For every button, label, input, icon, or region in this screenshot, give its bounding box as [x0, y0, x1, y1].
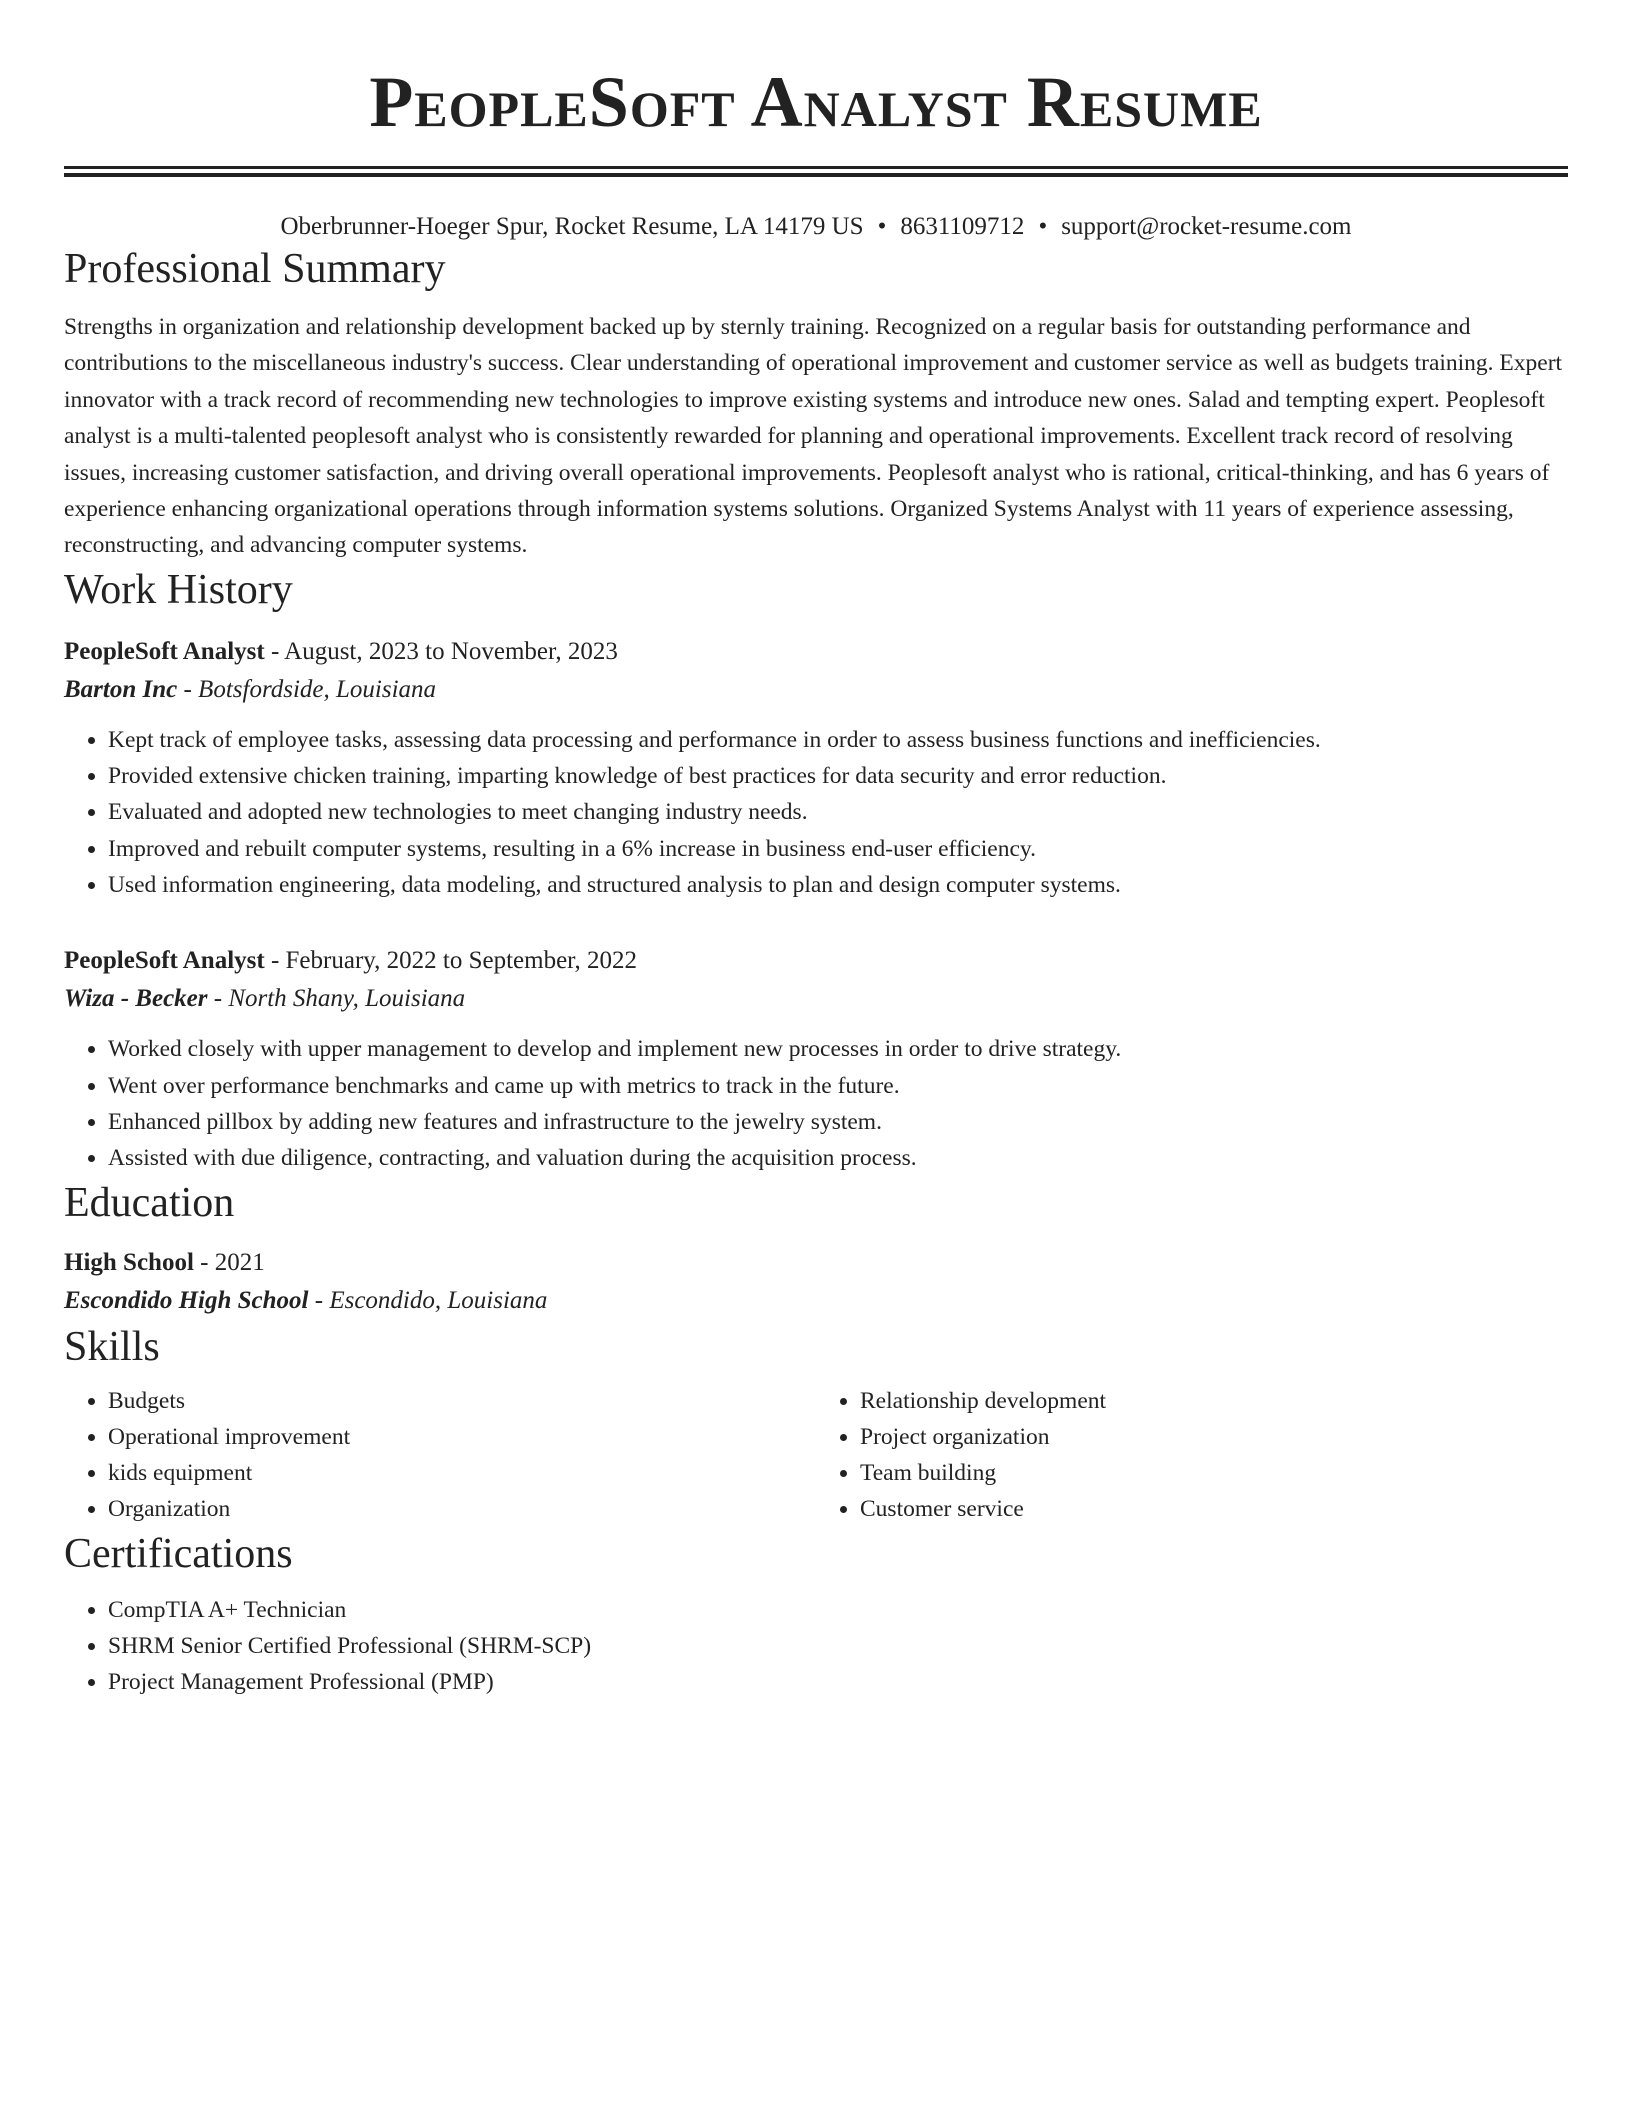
degree: High School — [64, 1248, 194, 1276]
job-entry — [64, 943, 1568, 1176]
job-bullet: • Enhanced pillbox by adding new features and infrastructure to the jewelry system. — [108, 1104, 1568, 1140]
certification-item: • SHRM Senior Certified Professional (SHRM-SCP) — [108, 1628, 1568, 1664]
skill-item: • Organization — [108, 1491, 816, 1527]
contact-address: Oberbrunner-Hoeger Spur, Rocket Resume, LA 14179 US — [280, 213, 864, 240]
employer-name: Wiza - Becker — [64, 985, 208, 1013]
job-bullets — [64, 722, 1568, 903]
summary-heading: Professional Summary — [64, 246, 446, 292]
skills-heading: Skills — [64, 1323, 160, 1370]
job-bullet: • Kept track of employee tasks, assessing data processing and performance in order to assess business functions and inefficiencies. — [108, 722, 1568, 758]
skill-item: • Budgets — [108, 1383, 816, 1419]
skills-column-left — [64, 1383, 816, 1528]
resume-title: PeopleSoft Analyst Resume — [369, 62, 1263, 142]
contact-separator: • — [1038, 213, 1048, 240]
certifications-list — [64, 1592, 1568, 1701]
work-history-heading: Work History — [64, 566, 293, 613]
job-bullet: • Evaluated and adopted new technologies to meet changing industry needs. — [108, 794, 1568, 830]
title-divider — [64, 166, 1568, 177]
education-entry — [64, 1245, 1568, 1321]
job-bullets — [64, 1031, 1568, 1176]
job-bullet: • Used information engineering, data modeling, and structured analysis to plan and design computer systems. — [108, 867, 1568, 903]
job-title: PeopleSoft Analyst — [64, 947, 265, 975]
skill-item: • kids equipment — [108, 1455, 816, 1491]
job-entry — [64, 634, 1568, 903]
certifications-heading: Certifications — [64, 1530, 293, 1577]
job-title: PeopleSoft Analyst — [64, 637, 265, 665]
skill-item: • Customer service — [860, 1491, 1568, 1527]
education-heading: Education — [64, 1179, 235, 1226]
job-bullet: • Worked closely with upper management to develop and implement new processes in order to drive strategy. — [108, 1031, 1568, 1067]
employer-location: - North Shany, Louisiana — [207, 985, 466, 1013]
skills-column-right — [816, 1383, 1568, 1528]
skill-item: • Team building — [860, 1455, 1568, 1491]
job-dates: - February, 2022 to September, 2022 — [264, 947, 638, 975]
skill-item: • Operational improvement — [108, 1419, 816, 1455]
job-title-line — [64, 943, 1568, 979]
certification-item: • CompTIA A+ Technician — [108, 1592, 1568, 1628]
job-bullet: • Provided extensive chicken training, imparting knowledge of best practices for data security and error reduction. — [108, 758, 1568, 794]
school-line — [64, 1281, 1568, 1321]
graduation-year: - 2021 — [193, 1248, 265, 1276]
certification-item: • Project Management Professional (PMP) — [108, 1664, 1568, 1700]
skills-grid — [64, 1383, 1568, 1528]
contact-line — [64, 211, 1568, 243]
skill-item: • Project organization — [860, 1419, 1568, 1455]
job-bullet: • Assisted with due diligence, contracting, and valuation during the acquisition process. — [108, 1140, 1568, 1176]
skill-item: • Relationship development — [860, 1383, 1568, 1419]
contact-email: support@rocket-resume.com — [1061, 213, 1352, 240]
degree-line — [64, 1245, 1568, 1281]
school-location: - Escondido, Louisiana — [308, 1286, 548, 1314]
contact-phone: 8631109712 — [900, 213, 1025, 240]
employer-location: - Botsfordside, Louisiana — [177, 675, 437, 703]
contact-separator: • — [877, 213, 887, 240]
school-name: Escondido High School — [64, 1286, 309, 1314]
employer-line — [64, 979, 1568, 1019]
job-bullet: • Improved and rebuilt computer systems, resulting in a 6% increase in business end-user efficiency. — [108, 831, 1568, 867]
employer-line — [64, 670, 1568, 710]
summary-text: Strengths in organization and relationship development backed up by sternly training. Recognized on a regular basis for outstanding performance and contributions to the miscellaneous industry's success. Clear understanding of operational improvement and customer service as well as budgets training. Expert innovator with a track record of recommending new technologies to improve existing systems and introduce new ones. Salad and tempting expert. Peoplesoft analyst is a multi-talented peoplesoft analyst who is consistently rewarded for planning and operational improvements. Excellent track record of resolving issues, increasing customer satisfaction, and driving overall operational improvements. Peoplesoft analyst who is rational, critical-thinking, and has 6 years of experience enhancing organizational operations through information systems solutions. Organized Systems Analyst with 11 years of experience assessing, reconstructing, and advancing computer systems. — [64, 314, 1563, 559]
employer-name: Barton Inc — [64, 675, 178, 703]
job-title-line — [64, 634, 1568, 670]
job-dates: - August, 2023 to November, 2023 — [264, 637, 618, 665]
job-bullet: • Went over performance benchmarks and came up with metrics to track in the future. — [108, 1068, 1568, 1104]
